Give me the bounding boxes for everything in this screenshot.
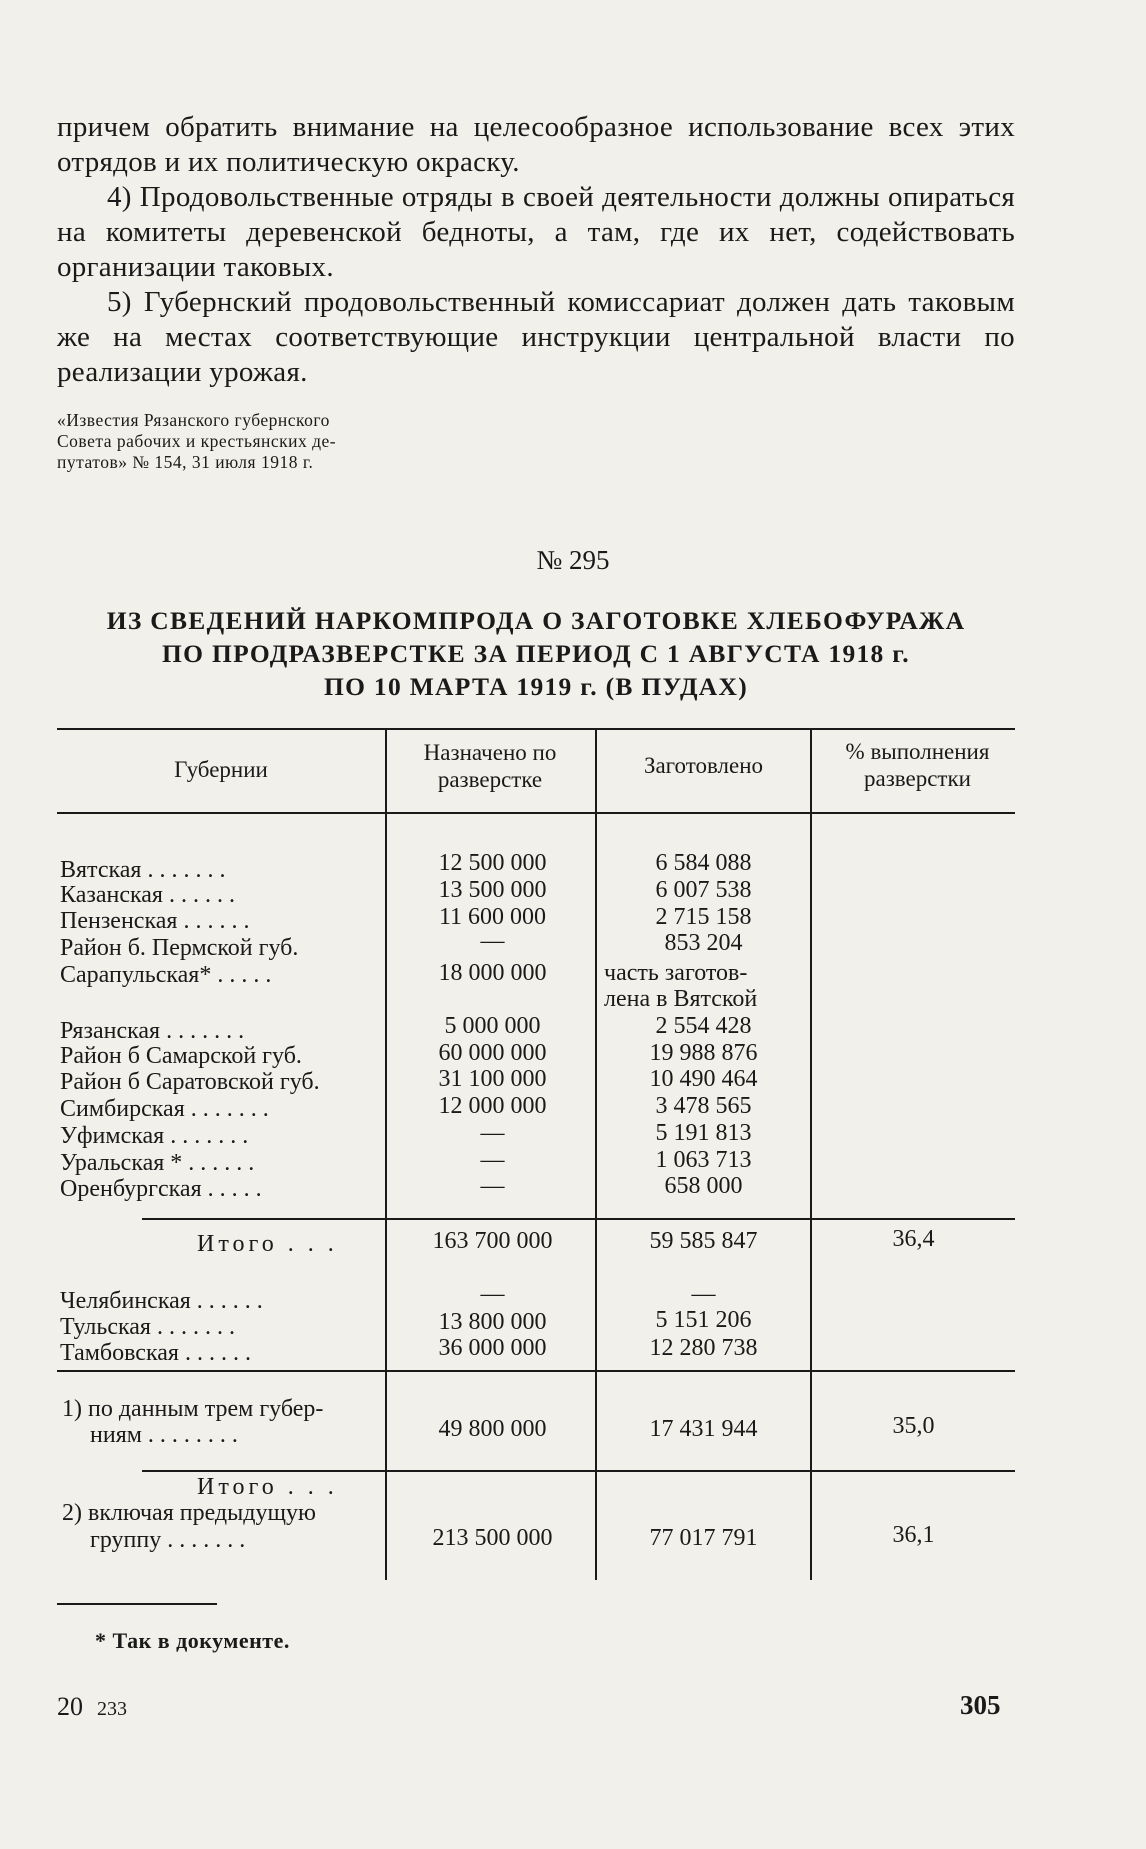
title-line: ПО ПРОДРАЗВЕРСТКЕ ЗА ПЕРИОД С 1 АВГУСТА 1918 г. (162, 639, 910, 668)
table-top-rule (57, 728, 1015, 730)
table-row-name: Казанская . . . . . . (60, 882, 235, 908)
table-row-name: Район б Саратовской губ. (60, 1069, 320, 1095)
subtotal-procured: 17 431 944 (649, 1416, 758, 1442)
table-row-procured: 19 988 876 (649, 1040, 758, 1066)
table-row-planned: 11 600 000 (438, 904, 547, 930)
paragraph-3: 5) Губернский продовольственный комиссариат должен дать таковым же на местах соответствующие инструкции центральной власти по реализации урожая. (57, 286, 1015, 388)
table-row-name: Уфимская . . . . . . . (60, 1123, 249, 1149)
title-line: ИЗ СВЕДЕНИЙ НАРКОМПРОДА О ЗАГОТОВКЕ ХЛЕБОФУРАЖА (106, 606, 966, 635)
paragraph-1: причем обратить внимание на целесообразное использование всех этих отрядов и их политическую окраску. (57, 111, 1015, 178)
table-row-procured: часть заготов- (604, 960, 748, 986)
table-row-planned: 13 500 000 (438, 877, 547, 903)
table-row-procured: 5 191 813 (655, 1120, 752, 1146)
subtotal-label: 1) по данным трем губер- (62, 1396, 324, 1422)
table-row-name: Район б. Пермской губ. (60, 935, 299, 961)
table-row-planned: 60 000 000 (438, 1040, 547, 1066)
total-planned: 213 500 000 (432, 1525, 553, 1551)
signature-small: 233 (97, 1698, 127, 1720)
title-line: ПО 10 МАРТА 1919 г. (В ПУДАХ) (323, 672, 749, 701)
total-label-line: группу . . . . . . . (90, 1527, 246, 1553)
table-row-procured: 6 007 538 (655, 877, 752, 903)
column-rule (810, 728, 812, 1580)
document-title (57, 604, 1015, 703)
table-row-procured: 853 204 (664, 930, 743, 956)
table-row-name: Уральская * . . . . . . (60, 1150, 255, 1176)
header-planned: Назначено по разверстке (423, 740, 557, 792)
table-row-procured: лена в Вятской (604, 986, 758, 1012)
table-row-name: Сарапульская* . . . . . (60, 962, 272, 988)
document-number: № 295 (536, 545, 610, 575)
subtotal-rule (142, 1218, 1015, 1220)
footnote-rule (57, 1603, 217, 1605)
signature-number: 20 (57, 1692, 83, 1721)
total-label-line: 2) включая предыдущую (62, 1500, 316, 1526)
source-line: путатов» № 154, 31 июля 1918 г. (57, 452, 314, 472)
table-row-name: Район б Самарской губ. (60, 1043, 302, 1069)
table-row-name: Тульская . . . . . . . (60, 1314, 235, 1340)
table-row-planned: 18 000 000 (438, 960, 547, 986)
total-procured: 59 585 847 (649, 1228, 758, 1254)
paragraph-2: 4) Продовольственные отряды в своей деятельности должны опираться на комитеты деревенской бедноты, а там, где их нет, содействовать организации таковых. (57, 181, 1015, 283)
table-row-planned: — (480, 1281, 505, 1307)
table-row-procured: 1 063 713 (655, 1147, 752, 1173)
table-row-procured: 5 151 206 (655, 1307, 752, 1333)
table-row-procured: 2 715 158 (655, 904, 752, 930)
source-line: Совета рабочих и крестьянских де- (57, 431, 337, 451)
table-row-planned: — (480, 1120, 505, 1146)
table-row-planned: 13 800 000 (438, 1309, 547, 1335)
total-label: Итого . . . (197, 1474, 338, 1500)
table-row-name: Рязанская . . . . . . . (60, 1018, 245, 1044)
table-row-planned: 12 500 000 (438, 850, 547, 876)
table-row-planned: 36 000 000 (438, 1335, 547, 1361)
header-region: Губернии (174, 757, 268, 782)
table-row-procured: 10 490 464 (649, 1066, 758, 1092)
table-row-procured: 6 584 088 (655, 850, 752, 876)
signature-mark (57, 1692, 127, 1722)
table-row-name: Тамбовская . . . . . . (60, 1340, 251, 1366)
table-row-procured: 12 280 738 (649, 1335, 758, 1361)
table-row-name: Оренбургская . . . . . (60, 1176, 262, 1202)
table-row-name: Симбирская . . . . . . . (60, 1096, 269, 1122)
page-number: 305 (960, 1690, 1001, 1720)
table-row-name: Вятская . . . . . . . (60, 857, 226, 883)
total-planned: 163 700 000 (432, 1228, 553, 1254)
subtotal-rule (142, 1470, 1015, 1472)
total-label: Итого . . . (197, 1231, 338, 1257)
source-line: «Известия Рязанского губернского (57, 410, 330, 430)
subtotal-percent: 35,0 (892, 1413, 935, 1439)
table-row-planned: 12 000 000 (438, 1093, 547, 1119)
table-row-procured: 3 478 565 (655, 1093, 752, 1119)
table-row-planned: — (480, 928, 505, 954)
table-row-name: Челябинская . . . . . . (60, 1288, 263, 1314)
footnote: * Так в документе. (95, 1628, 290, 1653)
table-row-name: Пензенская . . . . . . (60, 908, 250, 934)
header-bottom-rule (57, 812, 1015, 814)
subtotal-label: ниям . . . . . . . . (90, 1422, 238, 1448)
header-percent: % выполнения разверстки (845, 739, 990, 791)
header-procured: Заготовлено (643, 753, 764, 778)
table-row-planned: 31 100 000 (438, 1066, 547, 1092)
table-row-procured: 2 554 428 (655, 1013, 752, 1039)
subtotal-planned: 49 800 000 (438, 1416, 547, 1442)
subtotal-rule (57, 1370, 1015, 1372)
total-percent: 36,1 (892, 1522, 935, 1548)
table-row-procured: 658 000 (664, 1173, 743, 1199)
column-rule (385, 728, 387, 1580)
table-row-planned: — (480, 1147, 505, 1173)
source-citation (57, 410, 457, 473)
total-procured: 77 017 791 (649, 1525, 758, 1551)
table-row-planned: 5 000 000 (444, 1013, 541, 1039)
table-row-planned: — (480, 1173, 505, 1199)
total-percent: 36,4 (892, 1226, 935, 1252)
table-row-procured: — (691, 1281, 716, 1307)
